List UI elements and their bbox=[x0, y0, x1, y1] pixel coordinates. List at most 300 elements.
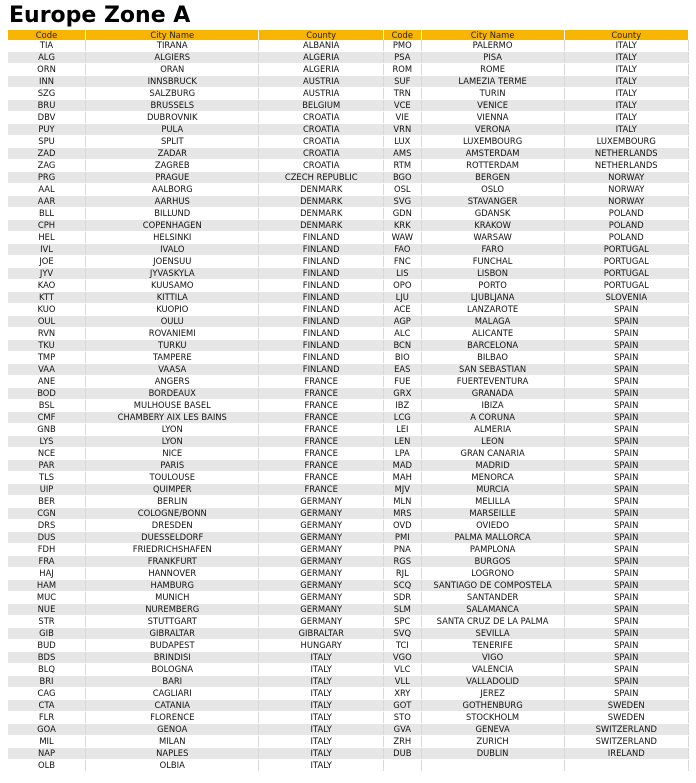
cell-country-left: GIBRALTAR bbox=[259, 628, 383, 640]
cell-code-right: MAD bbox=[383, 460, 421, 472]
cell-code-left: AAL bbox=[8, 184, 86, 196]
header-city-right: City Name bbox=[421, 30, 564, 40]
cell-country-right: PORTUGAL bbox=[564, 244, 689, 256]
cell-country-right: ITALY bbox=[564, 88, 689, 100]
cell-country-right: SPAIN bbox=[564, 532, 689, 544]
cell-code-left: BRU bbox=[8, 100, 86, 112]
cell-country-left: GERMANY bbox=[259, 616, 383, 628]
cell-city-left: FRIEDRICHSHAFEN bbox=[86, 544, 259, 556]
cell-city-left: QUIMPER bbox=[86, 484, 259, 496]
cell-city-left: CHAMBERY AIX LES BAINS bbox=[86, 412, 259, 424]
cell-code-left: MUC bbox=[8, 592, 86, 604]
cell-country-left: ITALY bbox=[259, 700, 383, 712]
cell-country-right: SWITZERLAND bbox=[564, 736, 689, 748]
cell-country-right: SPAIN bbox=[564, 604, 689, 616]
cell-code-right: VRN bbox=[383, 124, 421, 136]
cell-country-right: SPAIN bbox=[564, 556, 689, 568]
cell-code-right: EAS bbox=[383, 364, 421, 376]
cell-city-right: DUBLIN bbox=[421, 748, 564, 760]
cell-city-right: STAVANGER bbox=[421, 196, 564, 208]
cell-code-left: STR bbox=[8, 616, 86, 628]
cell-code-right: LEI bbox=[383, 424, 421, 436]
table-row bbox=[8, 280, 689, 292]
cell-country-right: SPAIN bbox=[564, 328, 689, 340]
cell-country-right: SPAIN bbox=[564, 472, 689, 484]
cell-country-left: ITALY bbox=[259, 736, 383, 748]
cell-city-left: CAGLIARI bbox=[86, 688, 259, 700]
cell-city-left: DUBROVNIK bbox=[86, 112, 259, 124]
cell-country-left: ITALY bbox=[259, 712, 383, 724]
table-row bbox=[8, 64, 689, 76]
cell-country-right: SPAIN bbox=[564, 316, 689, 328]
cell-code-left: JOE bbox=[8, 256, 86, 268]
cell-code-right: ZRH bbox=[383, 736, 421, 748]
table-row bbox=[8, 88, 689, 100]
cell-code-left: PUY bbox=[8, 124, 86, 136]
cell-city-left: ORAN bbox=[86, 64, 259, 76]
cell-code-left: BLQ bbox=[8, 664, 86, 676]
cell-city-right: SANTANDER bbox=[421, 592, 564, 604]
table-row bbox=[8, 268, 689, 280]
cell-country-right: SPAIN bbox=[564, 664, 689, 676]
cell-city-left: INNSBRUCK bbox=[86, 76, 259, 88]
cell-code-left: GIB bbox=[8, 628, 86, 640]
table-row bbox=[8, 700, 689, 712]
cell-city-right: LEON bbox=[421, 436, 564, 448]
table-row bbox=[8, 388, 689, 400]
cell-city-right: PALMA MALLORCA bbox=[421, 532, 564, 544]
cell-code-right: OPO bbox=[383, 280, 421, 292]
cell-city-right: JEREZ bbox=[421, 688, 564, 700]
cell-country-right: SPAIN bbox=[564, 640, 689, 652]
cell-country-right: SPAIN bbox=[564, 652, 689, 664]
cell-city-left: KUOPIO bbox=[86, 304, 259, 316]
cell-city-left: FRANKFURT bbox=[86, 556, 259, 568]
cell-code-left: BSL bbox=[8, 400, 86, 412]
cell-code-right: BIO bbox=[383, 352, 421, 364]
cell-city-left: COPENHAGEN bbox=[86, 220, 259, 232]
table-row bbox=[8, 148, 689, 160]
cell-city-right: IBIZA bbox=[421, 400, 564, 412]
cell-code-left: UIP bbox=[8, 484, 86, 496]
cell-city-left: SPLIT bbox=[86, 136, 259, 148]
airport-code-table bbox=[8, 30, 689, 772]
table-row bbox=[8, 256, 689, 268]
table-row bbox=[8, 124, 689, 136]
cell-city-left: TIRANA bbox=[86, 40, 259, 52]
cell-country-left: HUNGARY bbox=[259, 640, 383, 652]
cell-country-left: ITALY bbox=[259, 760, 383, 772]
table-row bbox=[8, 100, 689, 112]
cell-city-left: TURKU bbox=[86, 340, 259, 352]
cell-country-right: NORWAY bbox=[564, 184, 689, 196]
cell-country-left: GERMANY bbox=[259, 544, 383, 556]
cell-code-left: CGN bbox=[8, 508, 86, 520]
table-row bbox=[8, 604, 689, 616]
cell-code-left: OUL bbox=[8, 316, 86, 328]
cell-city-left: PRAGUE bbox=[86, 172, 259, 184]
cell-country-right: PORTUGAL bbox=[564, 280, 689, 292]
cell-code-left: BER bbox=[8, 496, 86, 508]
table-row bbox=[8, 592, 689, 604]
cell-code-left: IVL bbox=[8, 244, 86, 256]
cell-code-left: FDH bbox=[8, 544, 86, 556]
cell-country-left: FRANCE bbox=[259, 412, 383, 424]
cell-country-right: SPAIN bbox=[564, 436, 689, 448]
cell-country-right: NORWAY bbox=[564, 196, 689, 208]
cell-city-left: BRUSSELS bbox=[86, 100, 259, 112]
table-row bbox=[8, 112, 689, 124]
cell-country-right: ITALY bbox=[564, 52, 689, 64]
cell-code-left: KTT bbox=[8, 292, 86, 304]
cell-country-left: FRANCE bbox=[259, 448, 383, 460]
cell-code-right: RTM bbox=[383, 160, 421, 172]
header-country-left: County bbox=[259, 30, 383, 40]
cell-code-left: DBV bbox=[8, 112, 86, 124]
cell-country-right: SPAIN bbox=[564, 400, 689, 412]
cell-country-right: SPAIN bbox=[564, 592, 689, 604]
table-row bbox=[8, 640, 689, 652]
table-row bbox=[8, 532, 689, 544]
cell-country-right: SPAIN bbox=[564, 484, 689, 496]
cell-city-right: MALAGA bbox=[421, 316, 564, 328]
cell-code-right: SUF bbox=[383, 76, 421, 88]
cell-country-right: SPAIN bbox=[564, 340, 689, 352]
cell-code-right: ROM bbox=[383, 64, 421, 76]
cell-code-right: VCE bbox=[383, 100, 421, 112]
cell-city-right: MELILLA bbox=[421, 496, 564, 508]
cell-country-right: SPAIN bbox=[564, 496, 689, 508]
cell-city-left: TOULOUSE bbox=[86, 472, 259, 484]
cell-country-left: GERMANY bbox=[259, 520, 383, 532]
cell-country-left: ITALY bbox=[259, 676, 383, 688]
cell-code-left: LYS bbox=[8, 436, 86, 448]
cell-country-left: ALGERIA bbox=[259, 52, 383, 64]
table-body bbox=[8, 40, 689, 772]
cell-city-right: GDANSK bbox=[421, 208, 564, 220]
cell-city-right: WARSAW bbox=[421, 232, 564, 244]
cell-code-left: DRS bbox=[8, 520, 86, 532]
table-row bbox=[8, 184, 689, 196]
table-row bbox=[8, 628, 689, 640]
cell-country-left: GERMANY bbox=[259, 592, 383, 604]
cell-country-left: CROATIA bbox=[259, 136, 383, 148]
table-row bbox=[8, 52, 689, 64]
table-row bbox=[8, 664, 689, 676]
table-row bbox=[8, 544, 689, 556]
table-row bbox=[8, 736, 689, 748]
cell-country-left: ALGERIA bbox=[259, 64, 383, 76]
cell-country-left: FINLAND bbox=[259, 340, 383, 352]
cell-country-right: SPAIN bbox=[564, 304, 689, 316]
cell-country-left: CROATIA bbox=[259, 112, 383, 124]
cell-country-left: FINLAND bbox=[259, 256, 383, 268]
cell-code-right: FNC bbox=[383, 256, 421, 268]
cell-country-left: FINLAND bbox=[259, 352, 383, 364]
cell-city-right: MURCIA bbox=[421, 484, 564, 496]
cell-country-left: CROATIA bbox=[259, 160, 383, 172]
cell-city-right: FARO bbox=[421, 244, 564, 256]
table-row bbox=[8, 676, 689, 688]
cell-country-right: SPAIN bbox=[564, 568, 689, 580]
header-city-left: City Name bbox=[86, 30, 259, 40]
cell-country-right: ITALY bbox=[564, 100, 689, 112]
cell-city-right: PISA bbox=[421, 52, 564, 64]
table-row bbox=[8, 748, 689, 760]
cell-code-left: NCE bbox=[8, 448, 86, 460]
cell-code-right: BCN bbox=[383, 340, 421, 352]
cell-city-right: SALAMANCA bbox=[421, 604, 564, 616]
cell-code-left: CAG bbox=[8, 688, 86, 700]
cell-city-left: CATANIA bbox=[86, 700, 259, 712]
cell-city-right: VIGO bbox=[421, 652, 564, 664]
cell-code-right: SPC bbox=[383, 616, 421, 628]
table-row bbox=[8, 340, 689, 352]
cell-city-left: AARHUS bbox=[86, 196, 259, 208]
cell-country-right: SPAIN bbox=[564, 544, 689, 556]
cell-code-left: TIA bbox=[8, 40, 86, 52]
cell-code-left: HAJ bbox=[8, 568, 86, 580]
cell-code-left: CTA bbox=[8, 700, 86, 712]
cell-city-right: A CORUNA bbox=[421, 412, 564, 424]
table-row bbox=[8, 244, 689, 256]
cell-code-right: MJV bbox=[383, 484, 421, 496]
cell-city-right: MADRID bbox=[421, 460, 564, 472]
cell-code-right: RJL bbox=[383, 568, 421, 580]
cell-city-left: PARIS bbox=[86, 460, 259, 472]
cell-city-right: PORTO bbox=[421, 280, 564, 292]
cell-country-right: PORTUGAL bbox=[564, 256, 689, 268]
cell-city-right: LAMEZIA TERME bbox=[421, 76, 564, 88]
cell-city-right: LANZAROTE bbox=[421, 304, 564, 316]
table-row bbox=[8, 436, 689, 448]
cell-city-left: HELSINKI bbox=[86, 232, 259, 244]
cell-city-right: ROME bbox=[421, 64, 564, 76]
cell-city-right: SANTA CRUZ DE LA PALMA bbox=[421, 616, 564, 628]
cell-country-right: SLOVENIA bbox=[564, 292, 689, 304]
cell-city-left: STUTTGART bbox=[86, 616, 259, 628]
cell-code-left: DUS bbox=[8, 532, 86, 544]
cell-country-right: SPAIN bbox=[564, 460, 689, 472]
cell-code-right: VLL bbox=[383, 676, 421, 688]
cell-code-right: ALC bbox=[383, 328, 421, 340]
cell-city-right: OSLO bbox=[421, 184, 564, 196]
cell-country-right: SPAIN bbox=[564, 448, 689, 460]
cell-country-left: ITALY bbox=[259, 664, 383, 676]
cell-code-right: BGO bbox=[383, 172, 421, 184]
cell-code-right: MLN bbox=[383, 496, 421, 508]
cell-country-left: ITALY bbox=[259, 724, 383, 736]
cell-country-left: GERMANY bbox=[259, 568, 383, 580]
table-row bbox=[8, 568, 689, 580]
cell-city-left: OLBIA bbox=[86, 760, 259, 772]
cell-country-left: FINLAND bbox=[259, 292, 383, 304]
cell-city-left: JYVASKYLA bbox=[86, 268, 259, 280]
cell-country-right: SPAIN bbox=[564, 364, 689, 376]
table-row bbox=[8, 364, 689, 376]
cell-code-right: VLC bbox=[383, 664, 421, 676]
cell-code-left: CMF bbox=[8, 412, 86, 424]
cell-country-left: AUSTRIA bbox=[259, 76, 383, 88]
cell-country-left: FRANCE bbox=[259, 424, 383, 436]
cell-country-left: FRANCE bbox=[259, 388, 383, 400]
cell-code-left: TMP bbox=[8, 352, 86, 364]
cell-code-left: PAR bbox=[8, 460, 86, 472]
table-row bbox=[8, 616, 689, 628]
cell-city-right: LUXEMBOURG bbox=[421, 136, 564, 148]
cell-city-left: NICE bbox=[86, 448, 259, 460]
cell-city-left: DRESDEN bbox=[86, 520, 259, 532]
cell-code-left: NAP bbox=[8, 748, 86, 760]
table-row bbox=[8, 316, 689, 328]
cell-country-left: GERMANY bbox=[259, 508, 383, 520]
cell-country-left: FINLAND bbox=[259, 280, 383, 292]
table-row bbox=[8, 712, 689, 724]
cell-country-right: SPAIN bbox=[564, 628, 689, 640]
cell-city-left: BOLOGNA bbox=[86, 664, 259, 676]
cell-code-right: ACE bbox=[383, 304, 421, 316]
table-row bbox=[8, 520, 689, 532]
cell-city-right: ALICANTE bbox=[421, 328, 564, 340]
cell-city-left: OULU bbox=[86, 316, 259, 328]
cell-country-left: FINLAND bbox=[259, 268, 383, 280]
cell-city-right: LOGRONO bbox=[421, 568, 564, 580]
cell-code-right: WAW bbox=[383, 232, 421, 244]
cell-code-right: TRN bbox=[383, 88, 421, 100]
cell-code-left: KAO bbox=[8, 280, 86, 292]
cell-code-right: SVQ bbox=[383, 628, 421, 640]
cell-code-right: KRK bbox=[383, 220, 421, 232]
cell-code-left: KUO bbox=[8, 304, 86, 316]
cell-code-right: PSA bbox=[383, 52, 421, 64]
header-code-left: Code bbox=[8, 30, 86, 40]
cell-country-right: SWITZERLAND bbox=[564, 724, 689, 736]
table-row bbox=[8, 688, 689, 700]
cell-city-left: BORDEAUX bbox=[86, 388, 259, 400]
cell-code-left: SPU bbox=[8, 136, 86, 148]
cell-country-right: POLAND bbox=[564, 220, 689, 232]
cell-country-right: ITALY bbox=[564, 112, 689, 124]
table-row bbox=[8, 760, 689, 772]
cell-city-right: VALENCIA bbox=[421, 664, 564, 676]
cell-country-left: FINLAND bbox=[259, 328, 383, 340]
cell-city-left: IVALO bbox=[86, 244, 259, 256]
cell-code-right: OSL bbox=[383, 184, 421, 196]
cell-country-left: FINLAND bbox=[259, 244, 383, 256]
cell-country-right: SPAIN bbox=[564, 676, 689, 688]
cell-country-right: SPAIN bbox=[564, 388, 689, 400]
cell-country-left: GERMANY bbox=[259, 532, 383, 544]
cell-code-right: XRY bbox=[383, 688, 421, 700]
cell-city-right: PAMPLONA bbox=[421, 544, 564, 556]
cell-country-right: SPAIN bbox=[564, 616, 689, 628]
cell-country-left: ITALY bbox=[259, 688, 383, 700]
header-code-right: Code bbox=[383, 30, 421, 40]
cell-city-right: BILBAO bbox=[421, 352, 564, 364]
cell-city-left: ZAGREB bbox=[86, 160, 259, 172]
cell-city-right: BARCELONA bbox=[421, 340, 564, 352]
cell-code-left: JYV bbox=[8, 268, 86, 280]
table-row bbox=[8, 160, 689, 172]
cell-country-right: PORTUGAL bbox=[564, 268, 689, 280]
cell-city-left: HANNOVER bbox=[86, 568, 259, 580]
cell-country-right: SPAIN bbox=[564, 424, 689, 436]
cell-country-right: POLAND bbox=[564, 208, 689, 220]
cell-code-left: HAM bbox=[8, 580, 86, 592]
cell-country-left: GERMANY bbox=[259, 604, 383, 616]
cell-code-right: MAH bbox=[383, 472, 421, 484]
cell-code-left: BDS bbox=[8, 652, 86, 664]
cell-code-right: SVG bbox=[383, 196, 421, 208]
cell-code-right: DUB bbox=[383, 748, 421, 760]
cell-code-right: SLM bbox=[383, 604, 421, 616]
cell-code-left: TKU bbox=[8, 340, 86, 352]
cell-code-right: LJU bbox=[383, 292, 421, 304]
cell-city-left: GIBRALTAR bbox=[86, 628, 259, 640]
cell-city-right: MENORCA bbox=[421, 472, 564, 484]
cell-code-left: INN bbox=[8, 76, 86, 88]
cell-city-right: KRAKOW bbox=[421, 220, 564, 232]
cell-country-left: ITALY bbox=[259, 652, 383, 664]
cell-city-left: NUREMBERG bbox=[86, 604, 259, 616]
cell-city-left: ANGERS bbox=[86, 376, 259, 388]
cell-city-right: LISBON bbox=[421, 268, 564, 280]
cell-code-right: PMO bbox=[383, 40, 421, 52]
table-header-row bbox=[8, 30, 689, 40]
cell-city-left: BUDAPEST bbox=[86, 640, 259, 652]
cell-city-left: NAPLES bbox=[86, 748, 259, 760]
cell-country-right: SPAIN bbox=[564, 352, 689, 364]
cell-code-right: LUX bbox=[383, 136, 421, 148]
cell-code-left: ORN bbox=[8, 64, 86, 76]
cell-country-left: FRANCE bbox=[259, 484, 383, 496]
table-row bbox=[8, 376, 689, 388]
cell-code-left: MIL bbox=[8, 736, 86, 748]
table-row bbox=[8, 208, 689, 220]
cell-city-right: GRAN CANARIA bbox=[421, 448, 564, 460]
cell-city-left: FLORENCE bbox=[86, 712, 259, 724]
cell-city-right: GENEVA bbox=[421, 724, 564, 736]
cell-country-left: BELGIUM bbox=[259, 100, 383, 112]
cell-city-left: ZADAR bbox=[86, 148, 259, 160]
cell-code-right: GDN bbox=[383, 208, 421, 220]
cell-country-left: GERMANY bbox=[259, 580, 383, 592]
cell-city-right: OVIEDO bbox=[421, 520, 564, 532]
cell-city-right: AMSTERDAM bbox=[421, 148, 564, 160]
cell-country-right: LUXEMBOURG bbox=[564, 136, 689, 148]
cell-code-left: AAR bbox=[8, 196, 86, 208]
cell-code-right: TCI bbox=[383, 640, 421, 652]
table-row bbox=[8, 76, 689, 88]
cell-country-right: ITALY bbox=[564, 76, 689, 88]
cell-code-left: OLB bbox=[8, 760, 86, 772]
page-title: Europe Zone A bbox=[9, 3, 191, 28]
table-row bbox=[8, 328, 689, 340]
cell-code-right: FUE bbox=[383, 376, 421, 388]
cell-country-right: ITALY bbox=[564, 40, 689, 52]
cell-city-left: SALZBURG bbox=[86, 88, 259, 100]
cell-country-right: ITALY bbox=[564, 64, 689, 76]
cell-city-left: BARI bbox=[86, 676, 259, 688]
cell-code-left: RVN bbox=[8, 328, 86, 340]
table-row bbox=[8, 172, 689, 184]
cell-country-left: GERMANY bbox=[259, 496, 383, 508]
cell-code-right: GVA bbox=[383, 724, 421, 736]
cell-code-right bbox=[383, 760, 421, 772]
cell-country-right: SWEDEN bbox=[564, 712, 689, 724]
cell-city-left: BERLIN bbox=[86, 496, 259, 508]
cell-country-left: FINLAND bbox=[259, 316, 383, 328]
